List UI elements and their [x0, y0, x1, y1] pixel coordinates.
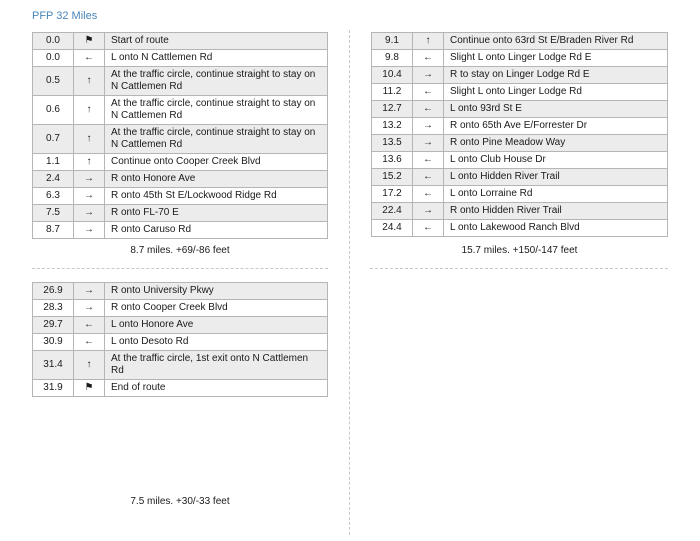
- cue-instruction: At the traffic circle, continue straight to stay on N Cattlemen Rd: [105, 125, 328, 154]
- cue-row: [33, 351, 328, 380]
- turn-direction-icon: →: [74, 222, 105, 239]
- cue-row: [33, 334, 328, 351]
- cue-row: [372, 220, 668, 237]
- cue-distance: 26.9: [33, 283, 74, 300]
- cue-distance: 2.4: [33, 171, 74, 188]
- cue-instruction: L onto 93rd St E: [444, 101, 668, 118]
- cue-instruction: R onto Caruso Rd: [105, 222, 328, 239]
- cue-instruction: Slight L onto Linger Lodge Rd: [444, 84, 668, 101]
- cue-row: [372, 50, 668, 67]
- cue-row: [33, 96, 328, 125]
- cue-instruction: Start of route: [105, 33, 328, 50]
- cue-distance: 30.9: [33, 334, 74, 351]
- cue-distance: 9.1: [372, 33, 413, 50]
- turn-direction-icon: ←: [413, 169, 444, 186]
- section-summary-2: 15.7 miles. +150/-147 feet: [461, 245, 578, 256]
- cue-row: [33, 154, 328, 171]
- cue-row: [372, 203, 668, 220]
- cue-distance: 7.5: [33, 205, 74, 222]
- cue-instruction: R to stay on Linger Lodge Rd E: [444, 67, 668, 84]
- column-divider: [349, 30, 350, 535]
- turn-direction-icon: ←: [413, 152, 444, 169]
- cue-row: [33, 171, 328, 188]
- cue-instruction: L onto Hidden River Trail: [444, 169, 668, 186]
- cue-distance: 17.2: [372, 186, 413, 203]
- turn-direction-icon: →: [413, 118, 444, 135]
- cue-instruction: L onto Desoto Rd: [105, 334, 328, 351]
- turn-direction-icon: ↑: [74, 96, 105, 125]
- cue-distance: 24.4: [372, 220, 413, 237]
- turn-direction-icon: ↑: [74, 154, 105, 171]
- cue-instruction: Slight L onto Linger Lodge Rd E: [444, 50, 668, 67]
- turn-direction-icon: ←: [74, 334, 105, 351]
- cue-distance: 0.5: [33, 67, 74, 96]
- cue-row: [33, 188, 328, 205]
- cue-row: [372, 67, 668, 84]
- cue-distance: 1.1: [33, 154, 74, 171]
- cue-distance: 13.5: [372, 135, 413, 152]
- cue-instruction: End of route: [105, 380, 328, 397]
- turn-direction-icon: ←: [74, 317, 105, 334]
- cue-instruction: R onto Pine Meadow Way: [444, 135, 668, 152]
- cue-distance: 13.2: [372, 118, 413, 135]
- section-divider-left: [32, 268, 328, 269]
- cue-row: [33, 67, 328, 96]
- cue-row: [33, 50, 328, 67]
- cue-table-2: [371, 32, 668, 237]
- cue-distance: 0.6: [33, 96, 74, 125]
- cue-instruction: R onto 65th Ave E/Forrester Dr: [444, 118, 668, 135]
- turn-direction-icon: ←: [74, 50, 105, 67]
- cue-instruction: R onto University Pkwy: [105, 283, 328, 300]
- turn-direction-icon: ←: [413, 84, 444, 101]
- cue-distance: 15.2: [372, 169, 413, 186]
- cue-instruction: Continue onto 63rd St E/Braden River Rd: [444, 33, 668, 50]
- cue-row: [33, 300, 328, 317]
- cue-instruction: L onto Club House Dr: [444, 152, 668, 169]
- turn-direction-icon: ↑: [74, 125, 105, 154]
- cue-row: [33, 33, 328, 50]
- section-summary-1: 8.7 miles. +69/-86 feet: [130, 245, 230, 256]
- cue-distance: 29.7: [33, 317, 74, 334]
- cue-table-1: [32, 32, 328, 239]
- turn-direction-icon: →: [413, 67, 444, 84]
- cue-instruction: At the traffic circle, continue straight to stay on N Cattlemen Rd: [105, 67, 328, 96]
- cue-row: [372, 135, 668, 152]
- cue-distance: 9.8: [372, 50, 413, 67]
- cue-row: [372, 33, 668, 50]
- cue-instruction: R onto Hidden River Trail: [444, 203, 668, 220]
- turn-direction-icon: →: [74, 171, 105, 188]
- cue-distance: 28.3: [33, 300, 74, 317]
- cue-row: [33, 125, 328, 154]
- turn-direction-icon: ↑: [413, 33, 444, 50]
- cue-distance: 31.4: [33, 351, 74, 380]
- cue-distance: 0.7: [33, 125, 74, 154]
- cue-row: [372, 84, 668, 101]
- cue-instruction: L onto Lakewood Ranch Blvd: [444, 220, 668, 237]
- cue-row: [33, 380, 328, 397]
- cue-row: [372, 152, 668, 169]
- cue-instruction: L onto Lorraine Rd: [444, 186, 668, 203]
- turn-direction-icon: →: [74, 205, 105, 222]
- cue-distance: 0.0: [33, 50, 74, 67]
- cue-distance: 0.0: [33, 33, 74, 50]
- cue-instruction: L onto N Cattlemen Rd: [105, 50, 328, 67]
- cue-row: [372, 101, 668, 118]
- turn-direction-icon: ←: [413, 101, 444, 118]
- cue-instruction: R onto 45th St E/Lockwood Ridge Rd: [105, 188, 328, 205]
- cue-distance: 13.6: [372, 152, 413, 169]
- cue-instruction: At the traffic circle, continue straight to stay on N Cattlemen Rd: [105, 96, 328, 125]
- turn-direction-icon: →: [74, 188, 105, 205]
- turn-direction-icon: ←: [413, 50, 444, 67]
- section-summary-3: 7.5 miles. +30/-33 feet: [130, 496, 230, 507]
- cue-row: [33, 222, 328, 239]
- turn-direction-icon: →: [74, 283, 105, 300]
- cue-distance: 6.3: [33, 188, 74, 205]
- turn-direction-icon: ↑: [74, 351, 105, 380]
- cue-row: [33, 283, 328, 300]
- turn-direction-icon: ⚑: [74, 380, 105, 397]
- cue-row: [33, 205, 328, 222]
- cue-instruction: Continue onto Cooper Creek Blvd: [105, 154, 328, 171]
- cue-row: [372, 169, 668, 186]
- cue-distance: 12.7: [372, 101, 413, 118]
- cue-row: [372, 186, 668, 203]
- cue-instruction: L onto Honore Ave: [105, 317, 328, 334]
- cue-distance: 11.2: [372, 84, 413, 101]
- turn-direction-icon: →: [413, 135, 444, 152]
- turn-direction-icon: →: [74, 300, 105, 317]
- cue-instruction: R onto Cooper Creek Blvd: [105, 300, 328, 317]
- turn-direction-icon: ←: [413, 220, 444, 237]
- section-divider-right: [370, 268, 668, 269]
- cue-instruction: R onto Honore Ave: [105, 171, 328, 188]
- turn-direction-icon: ⚑: [74, 33, 105, 50]
- turn-direction-icon: →: [413, 203, 444, 220]
- cue-instruction: R onto FL-70 E: [105, 205, 328, 222]
- cue-distance: 8.7: [33, 222, 74, 239]
- turn-direction-icon: ↑: [74, 67, 105, 96]
- page-title: PFP 32 Miles: [32, 10, 98, 22]
- cue-table-3: [32, 282, 328, 397]
- turn-direction-icon: ←: [413, 186, 444, 203]
- cue-row: [372, 118, 668, 135]
- cue-row: [33, 317, 328, 334]
- cue-distance: 22.4: [372, 203, 413, 220]
- cue-distance: 10.4: [372, 67, 413, 84]
- cue-instruction: At the traffic circle, 1st exit onto N Cattlemen Rd: [105, 351, 328, 380]
- cue-distance: 31.9: [33, 380, 74, 397]
